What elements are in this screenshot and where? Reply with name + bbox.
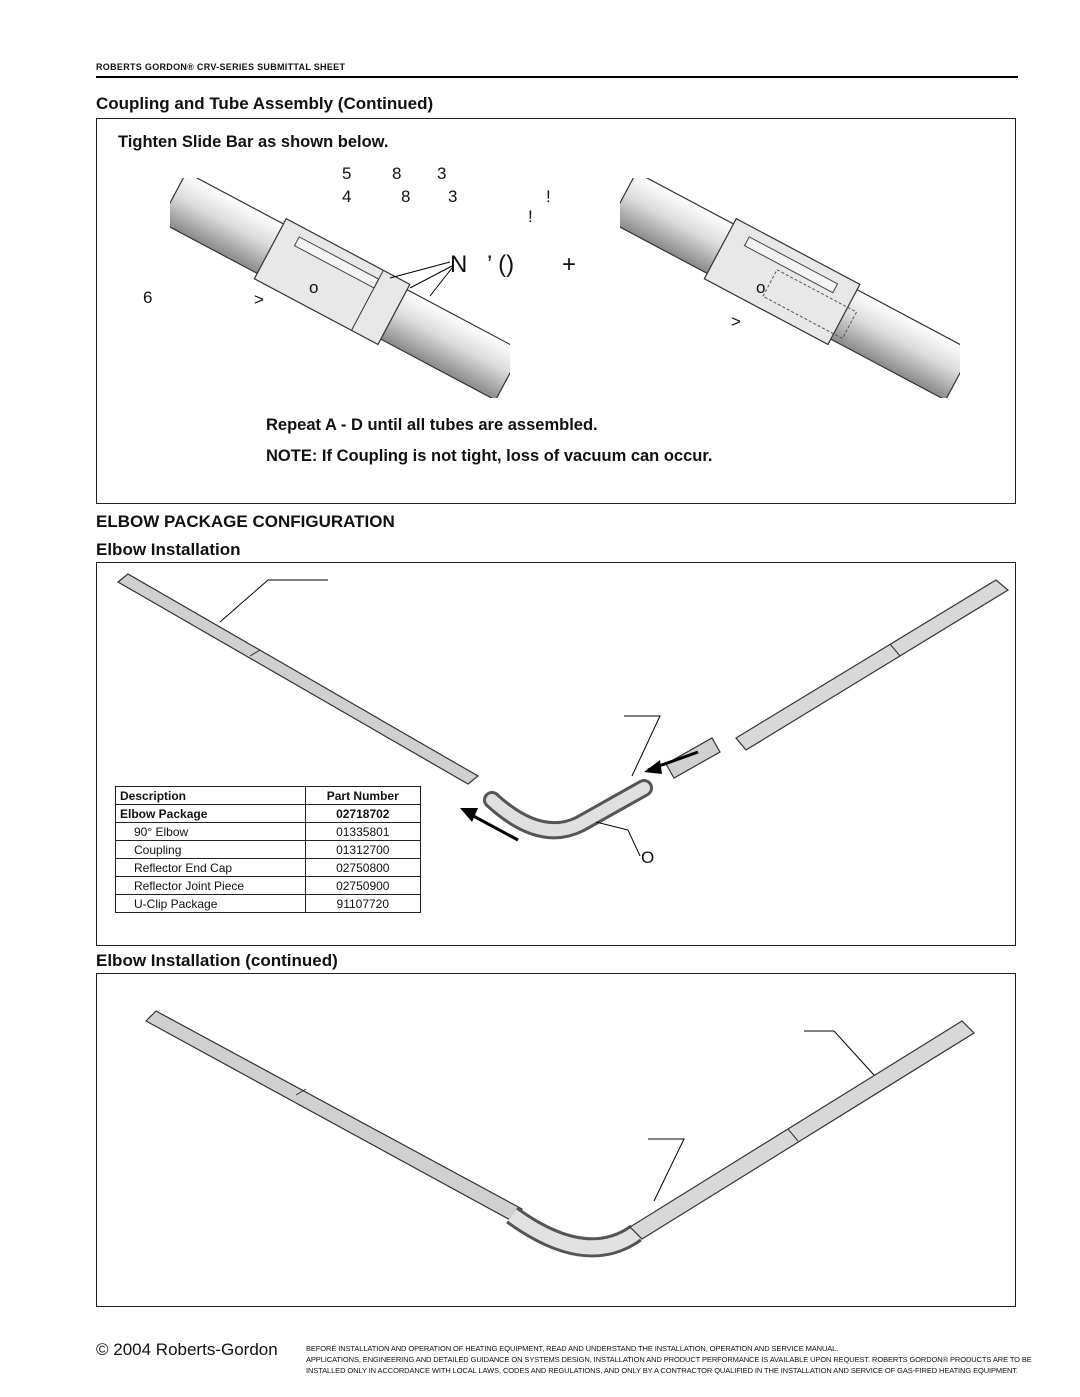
row-description: Coupling	[116, 841, 306, 859]
row-description: U-Clip Package	[116, 895, 306, 913]
stray-label: 3	[448, 187, 458, 206]
stray-label: 5	[342, 164, 352, 183]
stray-label: o	[309, 278, 319, 297]
row-description: Reflector Joint Piece	[116, 877, 306, 895]
document-header-title: ROBERTS GORDON® CRV-SERIES SUBMITTAL SHEET	[96, 62, 346, 72]
footer-fine-print: BEFORE INSTALLATION AND OPERATION OF HEATING EQUIPMENT, READ AND UNDERSTAND THE INSTALLATION, OPERATION AND SERVICE MANUAL.	[306, 1344, 839, 1353]
footer-copyright: © 2004 Roberts-Gordon	[96, 1340, 278, 1359]
stray-label: o	[756, 278, 766, 297]
row-description: 90° Elbow	[116, 823, 306, 841]
table-row	[116, 841, 421, 859]
row-part-number: 01312700	[305, 841, 420, 859]
table-row	[116, 895, 421, 913]
row-description: Elbow Package	[116, 805, 306, 823]
coupling-section-heading: Coupling and Tube Assembly (Continued)	[96, 94, 434, 113]
stray-label: >	[254, 290, 264, 309]
dimension-arrows	[380, 258, 460, 308]
row-part-number: 01335801	[305, 823, 420, 841]
row-description: Reflector End Cap	[116, 859, 306, 877]
repeat-note: Repeat A - D until all tubes are assembled.	[266, 416, 598, 434]
table-row	[116, 877, 421, 895]
table-row	[116, 805, 421, 823]
elbow-config-heading: ELBOW PACKAGE CONFIGURATION	[96, 512, 395, 531]
footer-fine-print: APPLICATIONS, ENGINEERING AND DETAILED GUIDANCE ON SYSTEMS DESIGN, INSTALLATION AND PRODUCT PERFORMANCE IS AVAILABLE UPON REQUEST. ROBERTS GORDON® PRODUCTS ARE TO BE	[306, 1355, 1032, 1364]
table-row	[116, 859, 421, 877]
row-part-number: 91107720	[305, 895, 420, 913]
column-header-part-number: Part Number	[305, 787, 420, 805]
elbow-assembled-illustration	[100, 977, 1012, 1303]
column-header-description: Description	[116, 787, 306, 805]
elbow-install-continued-heading: Elbow Installation (continued)	[96, 951, 338, 970]
elbow-install-heading: Elbow Installation	[96, 540, 241, 559]
row-part-number: 02718702	[305, 805, 420, 823]
header-rule	[96, 76, 1018, 78]
row-part-number: 02750900	[305, 877, 420, 895]
stray-label: 4	[342, 187, 352, 206]
footer-fine-print: INSTALLED ONLY IN ACCORDANCE WITH LOCAL LAWS, CODES AND REGULATIONS, AND ONLY BY A CONTRACTOR QUALIFIED IN THE INSTALLATION AND SERVICE OF GAS-FIRED HEATING EQUIPMENT.	[306, 1366, 1018, 1375]
warning-note: NOTE: If Coupling is not tight, loss of vacuum can occur.	[266, 447, 713, 465]
stray-label: N	[450, 251, 468, 278]
coupling-instruction: Tighten Slide Bar as shown below.	[118, 133, 389, 151]
table-row	[116, 823, 421, 841]
stray-label: 8	[392, 164, 402, 183]
table-header-row	[116, 787, 421, 805]
stray-label: 8	[401, 187, 411, 206]
row-part-number: 02750800	[305, 859, 420, 877]
stray-label: >	[731, 312, 741, 331]
stray-label: !	[546, 187, 551, 206]
coupling-after-illustration	[620, 178, 960, 398]
stray-label: !	[528, 207, 533, 226]
stray-label: 3	[437, 164, 447, 183]
stray-label: O	[641, 848, 655, 867]
stray-label: +	[562, 251, 577, 278]
stray-label: 6	[143, 288, 153, 307]
parts-table	[115, 786, 421, 913]
stray-label: ’ ()	[487, 251, 515, 278]
